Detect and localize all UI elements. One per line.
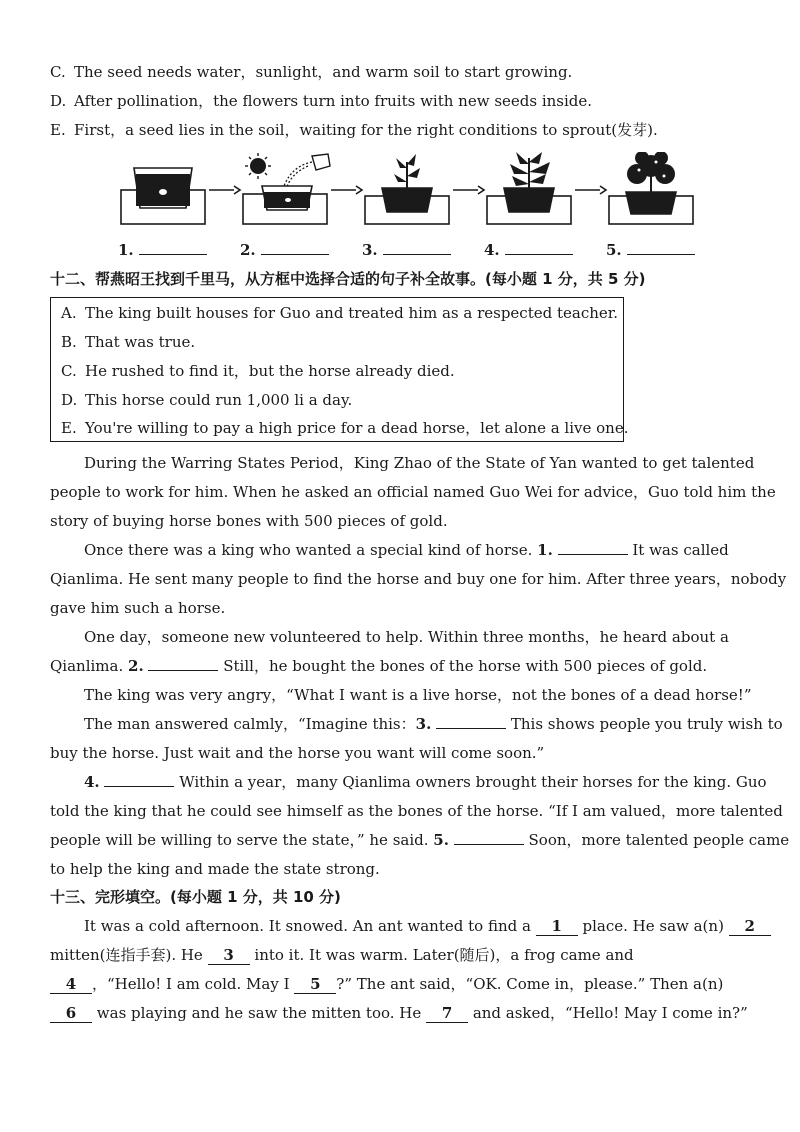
cloze-text: 4 ，“Hello! I am cold. May I 5 ?” The ant said，“OK. Come in，please.” Then a(n)	[50, 974, 723, 994]
story-blank-4[interactable]	[104, 786, 174, 787]
plant-growth-pictures	[116, 152, 696, 234]
story-text: During the Warring States Period，King Zhao of the State of Yan wanted to get talented	[84, 454, 755, 472]
arrow-icon	[453, 186, 484, 194]
story-text: buy the horse. Just wait and the horse you want will come soon.”	[50, 744, 545, 762]
watering-in-sun-icon	[243, 153, 330, 224]
stage-blank-3[interactable]: 3.	[362, 240, 451, 259]
section12-option-box	[50, 297, 629, 442]
cloze-blank-2[interactable]: 2	[729, 917, 771, 936]
story-text: 4. Within a year，many Qianlima owners brought their horses for the king. Guo	[84, 773, 767, 791]
story-text: told the king that he could see himself as the bones of the horse. “If I am valued，more talented	[50, 802, 783, 820]
story-text: gave him such a horse.	[50, 599, 226, 617]
story-text: The king was very angry，“What I want is a live horse，not the bones of a dead horse!”	[84, 686, 752, 704]
cloze-text: It was a cold afternoon. It snowed. An ant wanted to find a 1 place. He saw a(n) 2	[84, 916, 771, 936]
stage-blank-5[interactable]: 5.	[606, 240, 695, 259]
cloze-blank-4[interactable]: 4	[50, 975, 92, 994]
cloze-blank-7[interactable]: 7	[426, 1004, 468, 1023]
stage-blank-4[interactable]: 4.	[484, 240, 573, 259]
cloze-blank-3[interactable]: 3	[208, 946, 250, 965]
young-plant-icon	[365, 154, 449, 224]
story-blank-3[interactable]	[436, 728, 506, 729]
cloze-text: mitten(连指手套). He 3 into it. It was warm. Later(随后)，a frog came and	[50, 946, 634, 964]
cloze-blank-5[interactable]: 5	[294, 975, 336, 994]
story-text: people to work for him. When he asked an official named Guo Wei for advice，Guo told him the	[50, 483, 776, 501]
box-option-d: D. This horse could run 1,000 li a day.	[61, 391, 353, 409]
story-blank-2[interactable]	[148, 670, 218, 671]
story-text: One day，someone new volunteered to help. Within three months，he heard about a	[84, 628, 729, 646]
story-text: to help the king and made the state strong.	[50, 860, 380, 878]
box-option-b: B. That was true.	[61, 333, 196, 351]
story-text: Once there was a king who wanted a special kind of horse. 1. It was called	[84, 541, 729, 559]
option-e: E. First，a seed lies in the soil，waiting for the right conditions to sprout(发芽).	[50, 121, 658, 139]
arrow-icon	[575, 186, 606, 194]
cloze-text: 6 was playing and he saw the mitten too. He 7 and asked，“Hello! May I come in?”	[50, 1003, 748, 1023]
story-text: Qianlima. He sent many people to find the horse and buy one for him. After three years，nobody	[50, 570, 787, 588]
story-text: Qianlima. 2. Still，he bought the bones of the horse with 500 pieces of gold.	[50, 657, 708, 675]
growing-plant-icon	[487, 152, 571, 224]
option-d: D. After pollination，the flowers turn into fruits with new seeds inside.	[50, 92, 593, 110]
box-option-a: A. The king built houses for Guo and treated him as a respected teacher.	[61, 304, 619, 322]
section13-heading: 十三、完形填空。(每小题 1 分，共 10 分)	[50, 888, 341, 906]
story-text: story of buying horse bones with 500 pieces of gold.	[50, 512, 448, 530]
seed-in-pot-icon	[121, 168, 205, 224]
cloze-blank-6[interactable]: 6	[50, 1004, 92, 1023]
story-blank-5[interactable]	[454, 844, 524, 845]
stage-blank-2[interactable]: 2.	[240, 240, 329, 259]
section12-heading: 十二、帮燕昭王找到千里马，从方框中选择合适的句子补全故事。(每小题 1 分，共 5 分)	[50, 270, 646, 288]
story-text: The man answered calmly，“Imagine this：3. This shows people you truly wish to	[84, 715, 783, 733]
box-option-e: E. You're willing to pay a high price for a dead horse，let alone a live one.	[61, 419, 629, 437]
arrow-icon	[209, 186, 240, 194]
bushy-plant-icon	[609, 152, 693, 224]
option-c: C. The seed needs water，sunlight，and warm soil to start growing.	[50, 63, 573, 81]
story-blank-1[interactable]	[558, 554, 628, 555]
box-option-c: C. He rushed to find it，but the horse already died.	[61, 362, 455, 380]
story-text: people will be willing to serve the state，” he said. 5. Soon，more talented people came	[50, 831, 790, 849]
cloze-blank-1[interactable]: 1	[536, 917, 578, 936]
stage-blank-1[interactable]: 1.	[118, 240, 207, 259]
arrow-icon	[331, 186, 362, 194]
